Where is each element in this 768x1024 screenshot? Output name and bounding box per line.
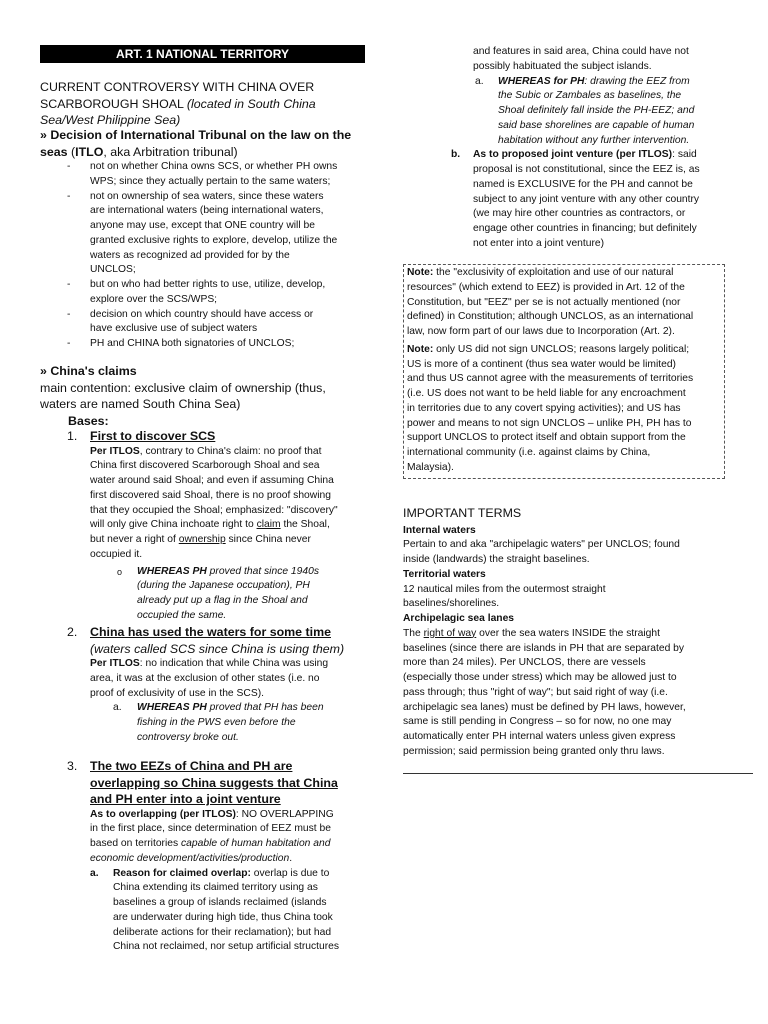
claims-contention: main contention: exclusive claim of ownership (thus, — [40, 380, 326, 395]
bases-label: Bases: — [68, 413, 109, 428]
body-line — [90, 445, 365, 460]
tribunal-bullet — [40, 308, 365, 338]
note-line: Constitution, but "EEZ" per se is not actually mentioned (nor — [407, 296, 681, 308]
term-line: (especially those under stress) which may be allowed just to — [403, 672, 677, 683]
tribunal-bullet — [40, 190, 365, 279]
body-line: possibly habituated the subject islands. — [473, 60, 652, 72]
note-line: defined) in Constitution; although UNCLOS, as an international — [407, 311, 694, 323]
body-line — [113, 867, 365, 882]
term-line: inside (landwards) the straight baselines. — [403, 554, 590, 565]
important-terms — [403, 505, 743, 760]
underlined-term: claim — [256, 519, 281, 531]
basis-body — [40, 445, 365, 563]
tribunal-bullet — [40, 160, 365, 190]
item-number: 3. — [67, 759, 78, 773]
bullet-line: - decision on which country should have access or — [90, 308, 314, 320]
heading-location: Sea/West Philippine Sea) — [40, 113, 181, 127]
terms-body — [403, 524, 743, 760]
tribunal-bullet-list — [40, 160, 365, 352]
basis-subtitle-text: (waters called SCS since China is using them) — [90, 641, 345, 656]
notes-box — [403, 264, 725, 479]
basis-title — [40, 758, 365, 775]
body-line: subject to any joint venture with any other country — [473, 193, 700, 205]
basis-item-1 — [40, 428, 365, 624]
heading-text: SCARBOROUGH SHOAL — [40, 96, 187, 111]
note-line: in territories due to any covert spying activities); and US has — [407, 402, 681, 414]
basis-title-text: First to discover SCS — [90, 429, 216, 443]
heading-line — [40, 96, 316, 113]
tribunal-heading — [40, 127, 351, 160]
sub-text: (during the Japanese occupation), PH — [137, 580, 310, 592]
whereas-label: WHEREAS PH — [137, 702, 207, 714]
body-text: but never a right of — [90, 534, 179, 545]
basis-title-text: China has used the waters for some time — [90, 625, 331, 639]
note-text: the "exclusivity of exploitation and use of our natural — [433, 267, 674, 278]
bullet-line: WPS; since they actually pertain to the same waters; — [90, 175, 331, 187]
sub-text: proved that since 1940s — [206, 565, 319, 577]
body-text: based on territories — [90, 838, 182, 849]
body-line — [90, 533, 365, 548]
per-itlos-label: Per ITLOS — [90, 658, 140, 669]
basis-title — [40, 428, 365, 445]
underlined-term: ownership — [178, 534, 226, 545]
sub-text: habitation without any further intervention. — [498, 134, 690, 146]
bullet-line: anyone may use, except that ONE country will be — [90, 220, 315, 231]
note-line: and thus US cannot agree with the measurements of territories — [407, 373, 694, 385]
sub-text: said base shorelines are capable of human — [498, 119, 695, 131]
term-text: over the sea waters INSIDE the straight — [476, 627, 660, 639]
body-line: China extending its claimed territory using as — [113, 882, 318, 894]
body-line: and features in said area, China could have not — [473, 46, 689, 57]
body-italic: economic development/activities/production — [90, 852, 290, 864]
note-text: only US did not sign UNCLOS; reasons largely political; — [433, 343, 690, 355]
body-line: (we may hire other countries as contractors, or — [473, 208, 686, 220]
bullet-line: - not on whether China owns SCS, or whether PH owns — [90, 161, 338, 172]
bullet-line: granted exclusive rights to explore, develop, utilize the — [90, 234, 338, 246]
basis-title-text: The two EEZs of China and PH are — [90, 759, 293, 773]
tribunal-aka: , aka Arbitration tribunal) — [103, 144, 238, 159]
body-line — [90, 808, 365, 823]
note-line: law, now form part of our laws due to Incorporation (Art. 2). — [407, 326, 675, 337]
bullet-line: UNCLOS; — [90, 264, 136, 276]
body-line — [90, 852, 365, 867]
basis-title-text: and PH enter into a joint venture — [90, 792, 281, 806]
note-line: power and means to not sign UNCLOS – unlike PH, PH has to — [407, 417, 692, 429]
heading-location: (located in South China — [186, 96, 316, 111]
basis-body — [40, 657, 365, 701]
note-label: Note: — [407, 267, 434, 278]
continuation-block — [403, 45, 725, 252]
note-line: resources" (which extend to EEZ) is provided in Art. 12 of the — [407, 281, 685, 293]
tribunal-acronym: ITLO — [75, 144, 104, 159]
joint-venture-subitem — [403, 148, 725, 251]
note-us — [407, 343, 720, 476]
body-line: deliberate actions for their reclamation); but had — [113, 926, 332, 938]
body-line: occupied it. — [90, 548, 143, 560]
sub-text: controversy broke out. — [137, 731, 239, 743]
term-line — [403, 627, 743, 642]
controversy-heading — [40, 79, 316, 129]
note-line: US is more of a continent (thus sea water would be limited) — [407, 358, 676, 370]
bullet-line: - but on who had better rights to use, utilize, develop, — [90, 279, 326, 290]
term-line: pass through; thus "right of way"; but said right of way (i.e. — [403, 686, 668, 698]
body-text: : NO OVERLAPPING — [235, 808, 334, 820]
sub-text: overlap is due to — [250, 867, 330, 879]
body-text: the Shoal, — [280, 519, 330, 531]
sub-letter: a. — [90, 867, 99, 879]
basis-item-3 — [40, 758, 365, 955]
jv-label: As to proposed joint venture (per ITLOS) — [473, 149, 673, 161]
term-line: archipelagic sea lanes) must be defined by PH laws, however, — [403, 701, 686, 713]
note-line — [407, 266, 720, 281]
bullet-line: explore over the SCS/WPS; — [90, 293, 218, 305]
term-title: Territorial waters — [403, 568, 486, 580]
basis-title-text: overlapping so China suggests that China — [90, 775, 338, 790]
body-line: China first discovered Scarborough Shoal and sea — [90, 460, 320, 472]
bullet-line: have exclusive use of subject waters — [90, 323, 258, 335]
note-eez — [407, 266, 720, 340]
basis-title — [40, 624, 365, 641]
bullet-line: waters as recognized ad provided for by the — [90, 249, 290, 261]
body-line: named is EXCLUSIVE for the PH and cannot be — [473, 178, 693, 190]
tribunal-bullet — [40, 278, 365, 308]
item-number: 1. — [67, 429, 78, 443]
sub-text: proved that PH has been — [206, 702, 324, 714]
sub-text: : said — [672, 149, 697, 161]
body-line: are underwater during high tide, thus China took — [113, 911, 333, 923]
body-line: baselines a group of islands reclaimed (islands — [113, 897, 327, 908]
as-to-label: As to overlapping (per ITLOS) — [90, 808, 236, 820]
body-line: proof of exclusivity of use in the SCS). — [90, 687, 264, 699]
tribunal-paren: ( — [67, 144, 76, 159]
item-number: 2. — [67, 625, 78, 639]
china-claims-section — [40, 363, 365, 429]
reason-label: Reason for claimed overlap: — [113, 867, 251, 879]
bullet-line: are international waters (being international waters, — [90, 205, 324, 217]
term-line: more than 24 miles). Per UNCLOS, there are vessels — [403, 657, 646, 669]
term-line: baselines (since there are islands in PH that are separated by — [403, 642, 685, 654]
body-line: first discovered said Shoal, there is no proof showing — [90, 489, 331, 501]
article-banner: ART. 1 NATIONAL TERRITORY — [40, 45, 365, 63]
whereas-ph-subitem — [40, 701, 365, 745]
body-line: not enter into a joint venture) — [473, 237, 605, 249]
body-line: water around said Shoal; and even if assuming China — [90, 475, 334, 486]
basis-title — [40, 791, 365, 808]
sub-letter: a. — [113, 702, 122, 714]
sub-text: already put up a flag in the Shoal and — [137, 595, 308, 606]
sub-letter: b. — [451, 149, 461, 161]
term-line: permission; said permission being granted only thru laws. — [403, 745, 665, 757]
terms-heading: IMPORTANT TERMS — [403, 506, 522, 520]
body-text: . — [289, 852, 293, 864]
body-text: , contrary to China's claim: no proof that — [139, 445, 322, 457]
per-itlos-label: Per ITLOS — [90, 445, 140, 457]
tribunal-bullet — [40, 337, 365, 352]
term-text: The — [403, 627, 424, 639]
bullet-line: - PH and CHINA both signatories of UNCLOS; — [90, 338, 295, 349]
sub-text: occupied the same. — [137, 609, 227, 621]
basis-item-2 — [40, 624, 365, 746]
sub-letter: a. — [475, 75, 484, 87]
term-line: 12 nautical miles from the outermost straight — [403, 583, 606, 595]
tribunal-title: seas — [40, 144, 68, 159]
term-line: Pertain to and aka "archipelagic waters" per UNCLOS; found — [403, 539, 680, 551]
body-line — [90, 657, 365, 672]
body-line: proposal is not constitutional, since the EEZ is, as — [473, 164, 700, 175]
overlap-reason-subitem — [40, 867, 365, 956]
whereas-label: WHEREAS PH — [137, 565, 207, 577]
body-italic: capable of human habitation and — [181, 838, 331, 849]
note-label: Note: — [407, 343, 434, 355]
body-line — [90, 837, 365, 852]
whereas-ph-subitem — [40, 565, 365, 624]
heading-line — [40, 127, 351, 144]
bullet-line: - not on ownership of sea waters, since these waters — [90, 190, 324, 202]
heading-line — [40, 144, 351, 161]
body-line: engage other countries in financing; but definitely — [473, 223, 697, 234]
whereas-ph-subitem — [403, 75, 725, 149]
note-line: Malaysia). — [407, 461, 454, 473]
sub-text: the Subic or Zambales as baselines, the — [498, 90, 682, 102]
note-line: (i.e. US does not want to be held liable for any encroachment — [407, 388, 686, 399]
term-line: same is still pending in Congress – so for now, no one may — [403, 716, 672, 728]
term-title: Archipelagic sea lanes — [403, 613, 515, 624]
basis-subtitle — [40, 641, 365, 658]
basis-title — [40, 775, 365, 792]
body-text: will only give China inchoate right to — [90, 519, 257, 531]
basis-body — [40, 808, 365, 867]
note-line: support UNCLOS to protect itself and obtain support from the — [407, 432, 686, 444]
term-title: Internal waters — [403, 524, 476, 536]
body-line: China not reclaimed, nor setup artificial structures — [113, 941, 340, 953]
term-line: automatically enter PH internal waters unless given express — [403, 731, 676, 742]
claims-contention: waters are named South China Sea) — [40, 397, 241, 411]
term-line: baselines/shorelines. — [403, 598, 500, 610]
body-line — [473, 148, 725, 163]
sub-text: fishing in the PWS even before the — [137, 717, 296, 728]
body-line: in the first place, since determination of EEZ must be — [90, 823, 331, 835]
claims-heading: » China's claims — [40, 364, 137, 378]
sub-text: : drawing the EEZ from — [584, 75, 690, 87]
sub-text: Shoal definitely fall inside the PH-EEZ; and — [498, 105, 695, 116]
note-line: international community (i.e. against claims by China, — [407, 447, 651, 458]
tribunal-title: » Decision of International Tribunal on the law on the — [40, 128, 352, 142]
body-line: area, it was at the exclusion of other states (i.e. no — [90, 672, 320, 684]
body-line — [90, 518, 365, 533]
heading-line: CURRENT CONTROVERSY WITH CHINA OVER — [40, 80, 315, 94]
section-divider — [403, 773, 753, 774]
body-line: that they occupied the Shoal; emphasized: "discovery" — [90, 504, 338, 516]
body-text: : no indication that while China was using — [139, 658, 329, 669]
note-line — [407, 343, 720, 358]
body-text: since China never — [225, 534, 311, 545]
whereas-label: WHEREAS for PH — [498, 75, 585, 87]
underlined-term: right of way — [423, 627, 477, 639]
